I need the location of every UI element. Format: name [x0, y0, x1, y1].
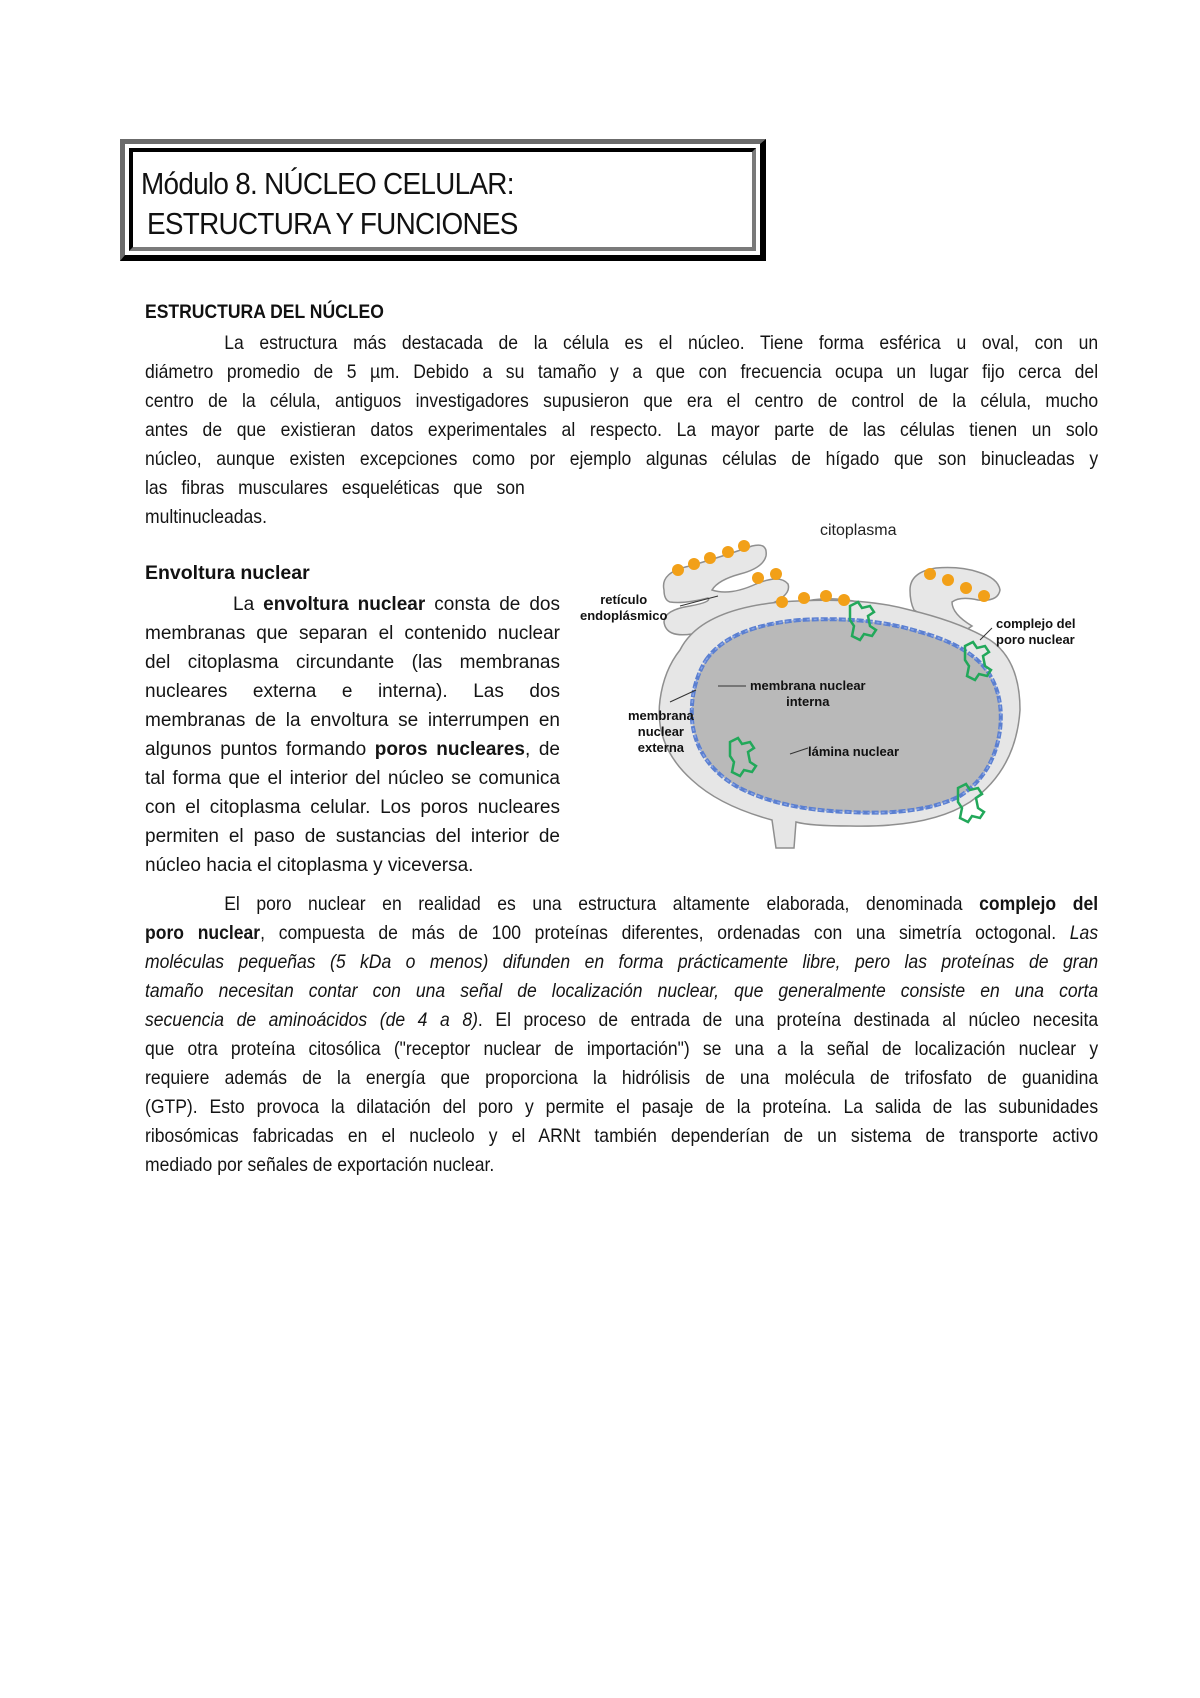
- label-citoplasma: citoplasma: [820, 522, 897, 539]
- paragraph-line: multinucleadas.: [145, 506, 267, 528]
- paragraph-line: ribosómicas fabricadas en el nucleolo y el ARNt también dependerían de un sistema de transporte activo: [145, 1125, 1099, 1147]
- ribosome: [770, 568, 782, 580]
- ribosome: [776, 596, 788, 608]
- ribosome: [924, 568, 936, 580]
- text-run: consta de dos: [425, 594, 560, 615]
- ribosome: [960, 582, 972, 594]
- paragraph-estructura: [145, 329, 1098, 532]
- label-membrana-nuclear-interna: [750, 678, 866, 710]
- label-lamina-nuclear: lámina nuclear: [808, 744, 900, 759]
- label-line: poro nuclear: [996, 632, 1075, 647]
- bold-term-complejo: complejo del: [979, 893, 1099, 915]
- label-line: retículo: [600, 592, 648, 607]
- paragraph-line: centro de la célula, antiguos investigadores supusieron que era el centro de control de la célula, mucho: [145, 390, 1099, 412]
- label-reticulo-endoplasmico: [580, 592, 667, 624]
- ribosome: [942, 574, 954, 586]
- paragraph-line: tal forma que el interior del núcleo se comunica: [145, 768, 560, 789]
- label-line: externa: [637, 740, 684, 755]
- italic-run: secuencia de aminoácidos (de 4 a 8): [145, 1009, 478, 1031]
- italic-run: moléculas pequeñas (5 kDa o menos) difunden en forma prácticamente libre, pero las proteínas de gran: [145, 951, 1099, 973]
- paragraph-line: [145, 890, 1098, 919]
- bold-term-poro-nuclear: poro nuclear: [145, 922, 261, 944]
- label-line: membrana nuclear: [750, 678, 866, 693]
- paragraph-line: antes de que existieran datos experimentales al respecto. La mayor parte de las células tienen un solo: [145, 419, 1099, 441]
- text-run: , de: [524, 739, 560, 760]
- document-title-line-2: ESTRUCTURA Y FUNCIONES: [147, 206, 518, 241]
- section-heading-envoltura: Envoltura nuclear: [145, 562, 310, 584]
- ribosome: [704, 552, 716, 564]
- ribosome: [722, 546, 734, 558]
- paragraph-line: La estructura más destacada de la célula es el núcleo. Tiene forma esférica u oval, con un: [224, 332, 1099, 354]
- paragraph-line: que otra proteína citosólica ("receptor nuclear de importación") se una a la señal de localización nuclear y: [145, 1038, 1099, 1060]
- paragraph-envoltura: [145, 590, 560, 880]
- paragraph-line: núcleo, aunque existen excepciones como por ejemplo algunas células de hígado que son binucleadas y: [145, 448, 1099, 470]
- paragraph-line: con el citoplasma celular. Los poros nucleares: [145, 797, 560, 818]
- paragraph-line: nucleares externa e interna). Las dos: [145, 681, 560, 702]
- ribosome: [688, 558, 700, 570]
- bold-term-envoltura: envoltura nuclear: [263, 594, 426, 615]
- paragraph-line: las fibras musculares esqueléticas que son: [145, 477, 525, 499]
- title-box-inner: [129, 148, 756, 251]
- paragraph-line: [145, 919, 1098, 948]
- label-line: membrana: [628, 708, 694, 723]
- paragraph-line: [145, 948, 1098, 977]
- text-run: . El proceso de entrada de una proteína destinada al núcleo necesita: [477, 1009, 1099, 1031]
- paragraph-line: [145, 735, 560, 764]
- label-membrana-nuclear-externa: [628, 708, 694, 756]
- paragraph-line: [145, 977, 1098, 1006]
- text-run: , compuesta de más de 100 proteínas diferentes, ordenadas con una simetría octogonal.: [260, 922, 1070, 944]
- text-run: algunos puntos formando: [145, 739, 375, 760]
- paragraph-line: membranas de la envoltura se interrumpen en: [145, 710, 560, 731]
- section-heading-estructura: ESTRUCTURA DEL NÚCLEO: [145, 301, 384, 323]
- paragraph-line: del citoplasma circundante (las membranas: [145, 652, 560, 673]
- label-line: endoplásmico: [580, 608, 668, 623]
- paragraph-line: [145, 1006, 1098, 1035]
- paragraph-line: (GTP). Esto provoca la dilatación del poro y permite el pasaje de la proteína. La salida de las subunidades: [145, 1096, 1099, 1118]
- ribosome: [838, 594, 850, 606]
- ribosome: [820, 590, 832, 602]
- paragraph-line: diámetro promedio de 5 µm. Debido a su tamaño y a que con frecuencia ocupa un lugar fijo cerca del: [145, 361, 1099, 383]
- title-box: [120, 139, 766, 261]
- paragraph-line: [145, 590, 560, 619]
- nucleoplasm: [692, 619, 1001, 812]
- nucleus-diagram: [580, 510, 1100, 850]
- ribosome: [798, 592, 810, 604]
- bold-term-poros: poros nucleares: [374, 739, 525, 760]
- ribosome: [978, 590, 990, 602]
- label-line: interna: [786, 694, 830, 709]
- paragraph-complejo-poro: [145, 890, 1098, 1180]
- ribosome: [752, 572, 764, 584]
- italic-run: Las: [1069, 922, 1099, 944]
- paragraph-line: núcleo hacia el citoplasma y viceversa.: [145, 855, 474, 876]
- document-title-line-1: Módulo 8. NÚCLEO CELULAR:: [141, 166, 514, 201]
- label-complejo-poro-nuclear: [996, 616, 1075, 648]
- italic-run: tamaño necesitan contar con una señal de localización nuclear, que generalmente consiste en una corta: [145, 980, 1099, 1002]
- text-run: El poro nuclear en realidad es una estructura altamente elaborada, denominada: [224, 893, 980, 915]
- text-run: La: [233, 594, 264, 615]
- ribosome: [738, 540, 750, 552]
- label-line: complejo del: [996, 616, 1076, 631]
- paragraph-line: requiere además de la energía que proporciona la hidrólisis de una molécula de trifosfato de guanidina: [145, 1067, 1099, 1089]
- label-line: nuclear: [637, 724, 684, 739]
- paragraph-line: mediado por señales de exportación nuclear.: [145, 1154, 495, 1176]
- paragraph-line: permiten el paso de sustancias del interior de: [145, 826, 560, 847]
- ribosome: [672, 564, 684, 576]
- paragraph-line: membranas que separan el contenido nuclear: [145, 623, 560, 644]
